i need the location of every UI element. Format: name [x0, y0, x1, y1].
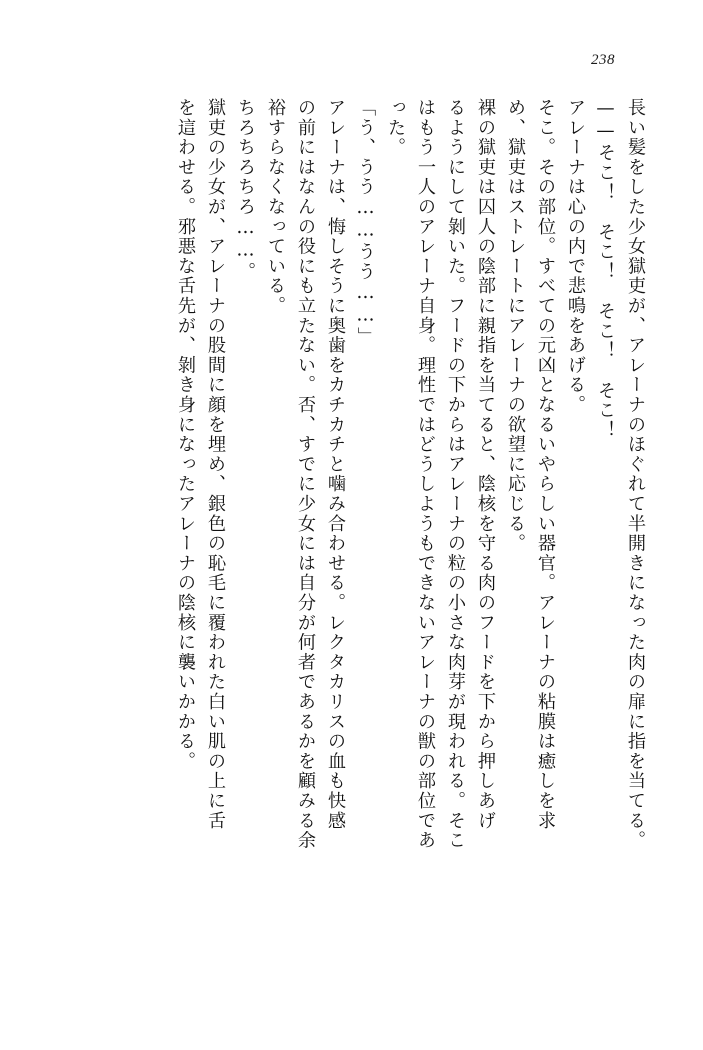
text-column: の前にはなんの役にも立たない。否、すでに少女には自分が何者であるかを顧みる余: [295, 98, 316, 851]
text-column: ——そこ！ そこ！ そこ！ そこ！: [595, 98, 616, 441]
text-column: を這わせる。邪悪な舌先が、剝き身になったアレーナの陰核に襲いかかる。: [175, 98, 196, 772]
text-column: った。: [385, 98, 406, 158]
text-column: るようにして剝いた。フードの下からはアレーナの粒の小さな肉芽が現われる。そこ: [445, 98, 466, 851]
text-column: 裕すらなくなっている。: [265, 98, 286, 316]
text-column: アレーナは、悔しそうに奥歯をカチカチと噛み合わせる。レクタカリスの血も快感: [325, 98, 346, 831]
text-column: そこ。その部位。すべての元凶となるいやらしい器官。アレーナの粘膜は癒しを求: [535, 98, 556, 831]
text-column: はもう一人のアレーナ自身。理性ではどうしようもできないアレーナの獣の部位であ: [415, 98, 436, 851]
text-column: 裸の獄吏は囚人の陰部に親指を当てると、陰核を守る肉のフードを下から押しあげ: [475, 98, 496, 831]
text-column: アレーナは心の内で悲鳴をあげる。: [565, 98, 586, 415]
text-column: 獄吏の少女が、アレーナの股間に顔を埋め、銀色の恥毛に覆われた白い肌の上に舌: [205, 98, 226, 831]
text-column: ちろちろちろ……。: [235, 98, 256, 282]
text-column: め、獄吏はストレートにアレーナの欲望に応じる。: [505, 98, 526, 554]
text-column: 「う、うう……うう……」: [355, 98, 376, 347]
page-number: 238: [591, 52, 615, 68]
vertical-text-body: [62, 98, 644, 978]
text-column: 長い髪をした少女獄吏が、アレーナのほぐれて半開きになった肉の扉に指を当てる。: [625, 98, 646, 851]
